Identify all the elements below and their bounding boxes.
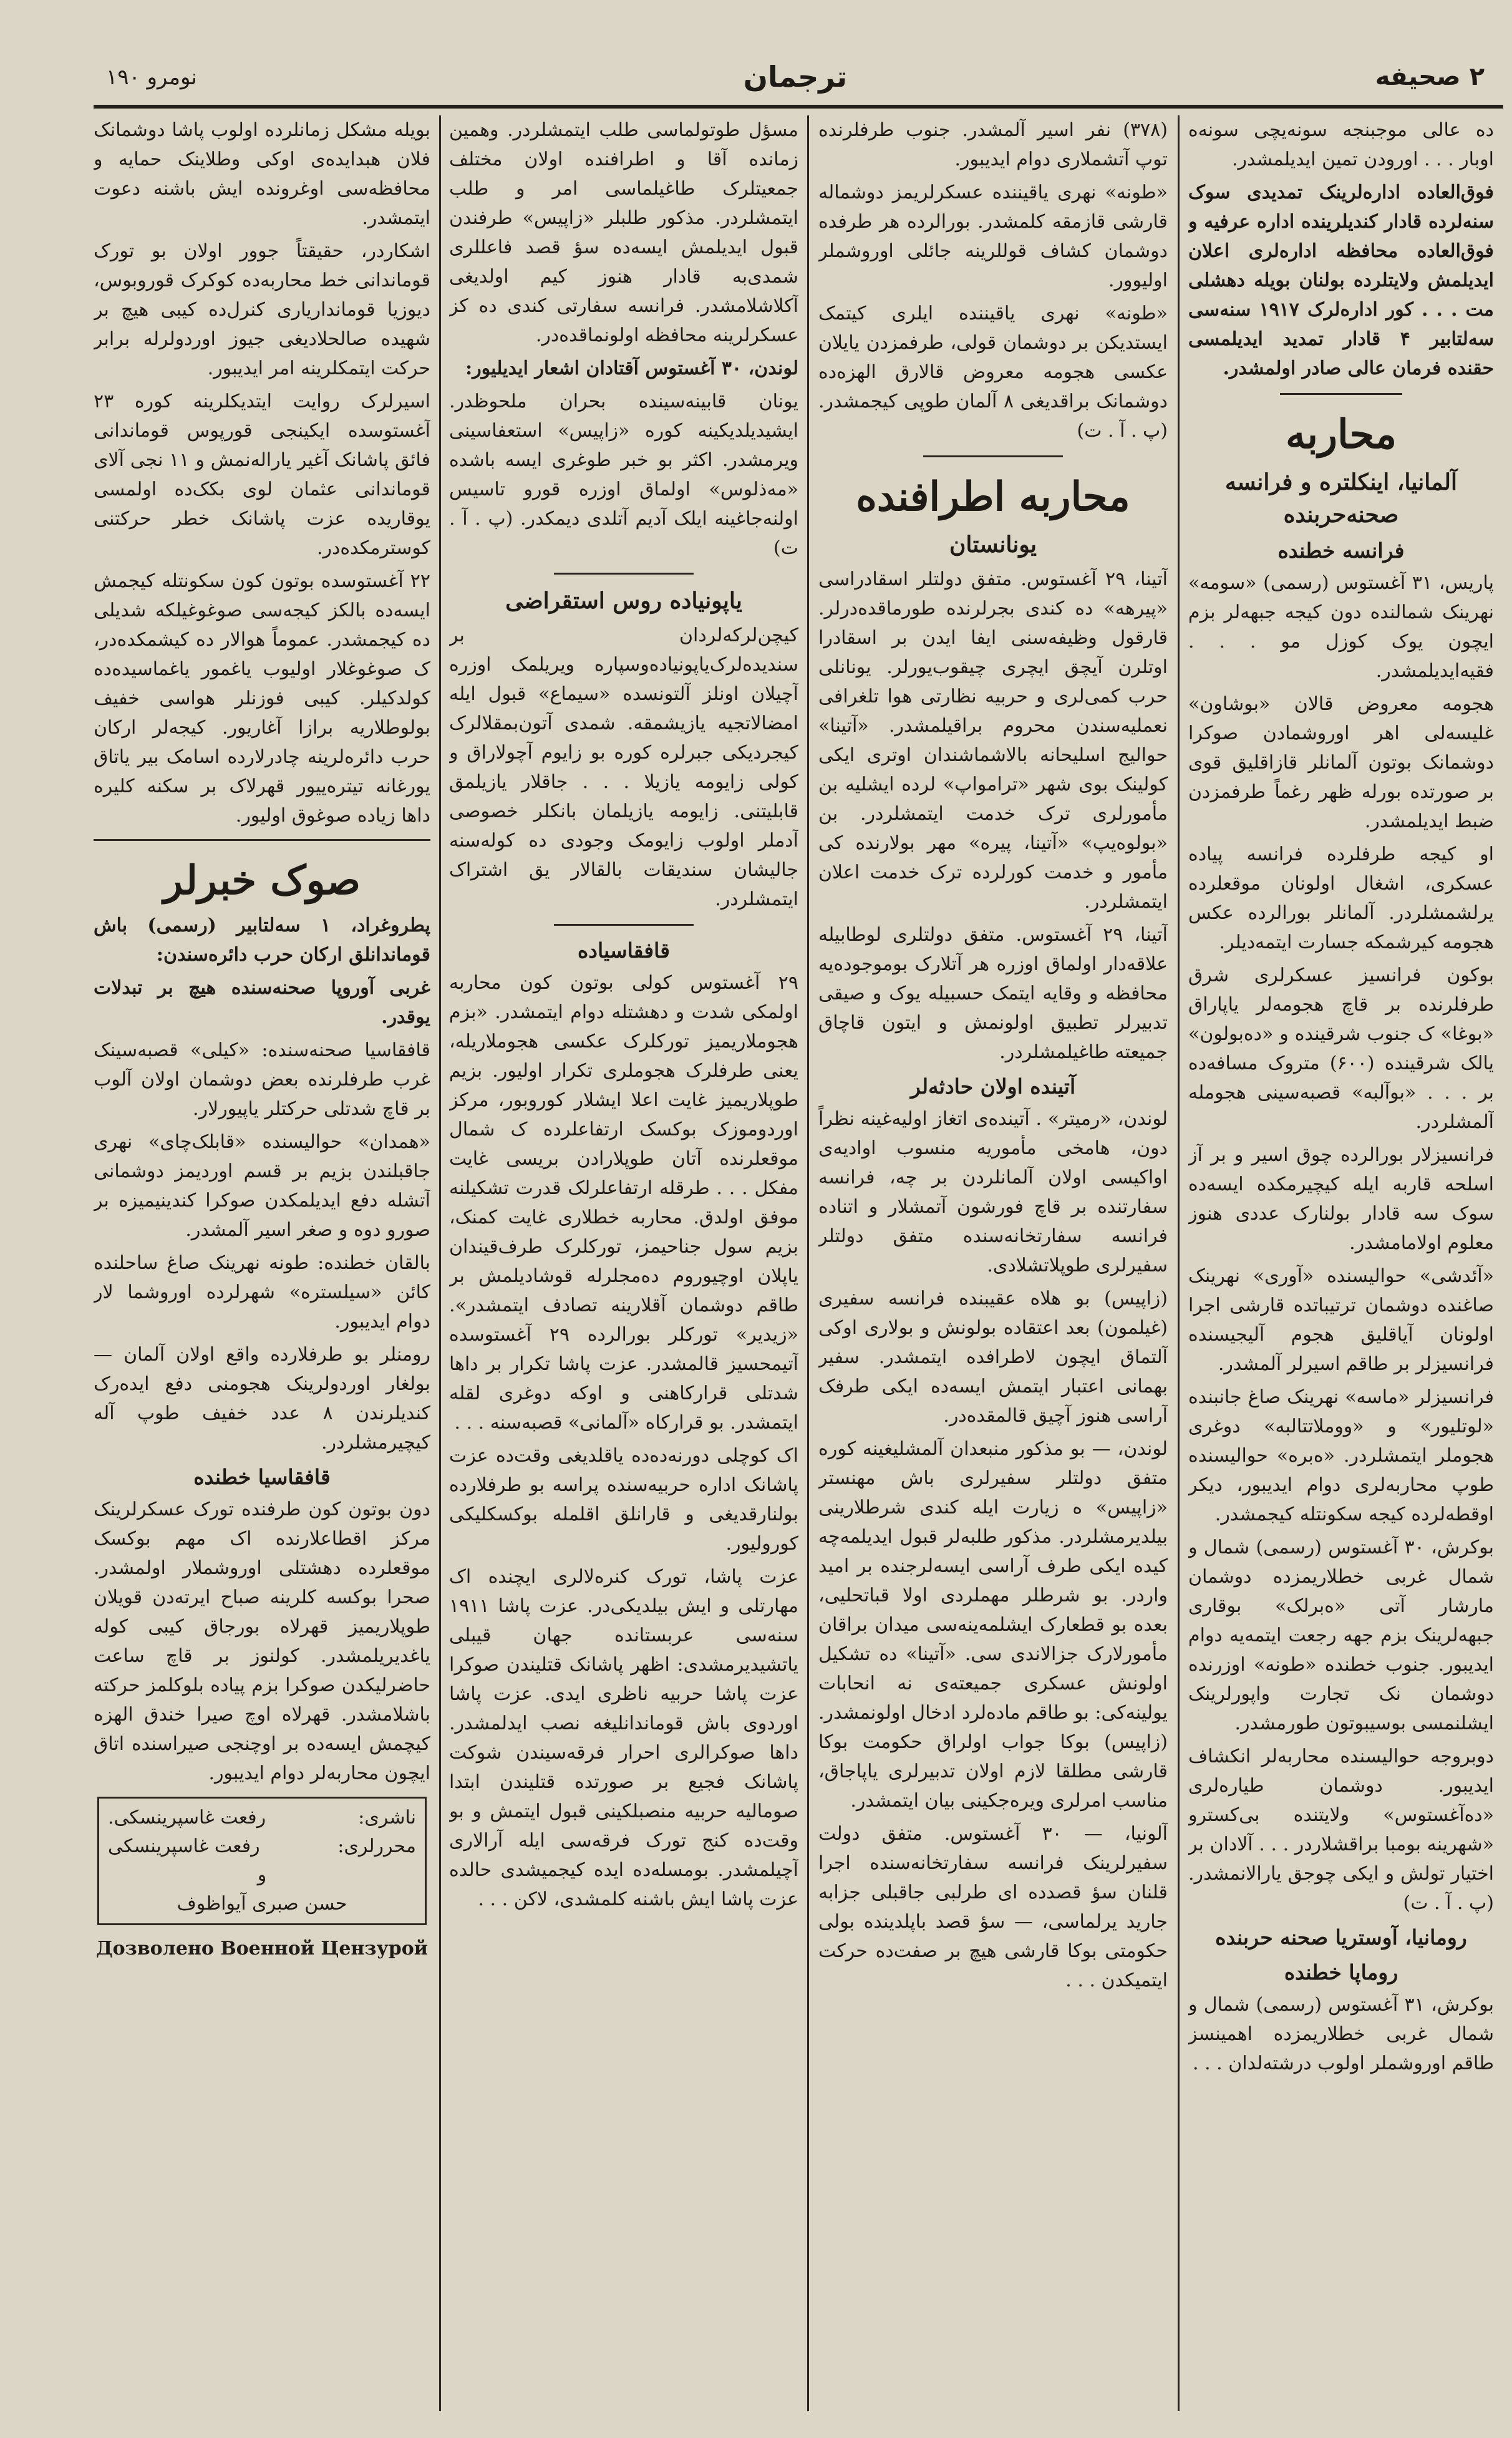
war-subtitle: آلمانیا، اینکلتره و فرانسه صحنه‌حربنده — [1225, 469, 1457, 528]
page-header — [94, 56, 1497, 106]
column-1 — [1188, 115, 1494, 2411]
caucasus-title: قافقاسیاده — [577, 938, 670, 963]
page-number: ۲ صحیفه — [1375, 62, 1485, 91]
article-paragraph: لوندن، «رمیتر» . آتینده‌ی اتغاز اولیه‌غینه نظراً دون، هامخی مأموریه منسوب اوادیه‌ی اواکیسی اولان آلمانلردن بر چه، فرانسه سفارتنده بر قاچ فورشون آتمشلار و اتناده فرانسه سفارتخانه‌سنده متفق دولتلر سفیرلری طوپلاتشلادی. — [818, 1108, 1168, 1276]
article-paragraph: اک کوچلی دورنه‌ده‌ده یاقلدیغی وقت‌ده عزت پاشانک اداره حربیه‌سنده پراسه بو طرفلارده بولنارقدیغی و قارانلق اقلمله بوکسکلیکی کورولیور. — [449, 1445, 798, 1555]
article-paragraph: بوکون فرانسیز عسکرلری شرق طرفلرنده بر قاچ هجومه‌لر یاپاراق «بوغا» ک جنوب شرقینده و «ده‌بولون» یالک شرقینده (۶۰۰) متروک مسافه‌ده بر . . . «بوآلبه» قصبه‌سینی هجومله آلمشلردر. — [1188, 964, 1494, 1133]
article-paragraph: او کیجه طرفلرده فرانسه پیاده عسکری، اشغال اولونان موقعلرده یرلشمشلردر. آلمانلر بورالرده عکس هجومه کیرشمکه جسارت ایتمه‌دیلر. — [1188, 843, 1494, 953]
article-paragraph: «طونه» نهری یاقیننده عسکرلریمز دوشماله قارشی قازمقه کلمشدر. بورالرده هر طرفده دوشمان کشاف قوللرینه جائلی اوروشملر اولیوور. — [818, 182, 1168, 291]
russia-loan-text: کیچن‌لرکه‌لردان بر سندیده‌لرک‌یاپونیاده‌وسپاره ویریلمک اوزره آچیلان اونلز آلتونسده «سیماع» قبول ایله امضالاتجیه یازیشمقه. شمدی آتون‌بمقلالرک کیجردیکی جبرلره کوره بو زایوم آچولاراق و کولی زایومه یازیلا . . . جاقلار یازیلمق قابلیتنی. زایومه یازیلمان بانکلر خصوصی آدملر اولوب زایومک وجودی ده کوله‌سنه جالیشان سندیقات بالقالار یق اشتراک ایتمشلردر. — [449, 624, 798, 910]
article-paragraph: پاریس، ۳۱ آغستوس (رسمی) «سومه» نهرینک شمالنده دون کیجه جبهه‌لر بزم ایچون یوک کوزل مو . . . فقیه‌ایدیلمشدر. — [1188, 572, 1494, 682]
publisher-label: ناشری: — [358, 1807, 416, 1828]
caucasus-line-title: قافقاسیا خطنده — [193, 1465, 331, 1489]
london-dateline: لوندن، ۳۰ آغستوس آقتادان اشعار ایدیلیور: — [465, 357, 798, 379]
issue-number: نومرو ۱۹۰ — [106, 65, 198, 90]
petrograd-text: غربی آوروپا صحنه‌سنده هیچ بر تبدلات یوقدر. — [94, 977, 430, 1028]
article-paragraph: لوندن، — بو مذکور منبعدان آلمشلیغینه کوره متفق دولتلر سفیرلری باش مهنستر «زاپیس» ه زیارت ایله کندی شرطلارینی بیلدیرمشلردر. مذکور طلبه‌لر قبول ایدیلمه‌چه کیده ایکی طرف آراسی ایسه‌لرجنده بر امید واردر. بو شرطلر مهملردی اولا قباتحلیی، بعده بو قطعارک ایشلمه‌ینه‌سی میدان براقان مأمورلارک جزالاندی سی. «آتینا» ده تشکیل اولونش عسکری جمیعته‌ی نه انحابات یولینه‌کی: بو طاقم ماده‌لرد ادخال اولونمشدر. (زاپیس) بوکا جواب اولراق حکومت بوکا قارشی مطلقا لازم اولان تدبیرلری یاپاجاق، مناسب امرلری ویره‌جکینی بیان ایتمشدر. — [818, 1438, 1168, 1812]
article-paragraph: «طونه» نهری یاقیننده ایلری کیتمک ایستدیکن بر دوشمان قولی، طرفمزدن یایلان عکسی هجومه معروض قالارق الهزه‌ده دوشمانک براقدیغی ۸ آلمان طوپی کیجمشدر. (پ . آ . ت) — [818, 303, 1168, 442]
article-paragraph: (زاپیس) بو هلاه عقیبنده فرانسه سفیری (غیلمون) بعد اعتقاده بولونش و بولاری اوکی آلتماق ایچون لاطرافده ایتمشدر. سفیر بهمانی اعتبار ایتمش ایسه‌ده ایکی طرفک آراسی هنوز آچیق قالمقده‌در. — [818, 1288, 1168, 1427]
masthead-title: ترجمان — [743, 60, 848, 94]
athens-events-title: آتینده اولان حادثه‌لر — [910, 1074, 1076, 1099]
column-4 — [94, 115, 430, 2411]
latest-news-title: صوک خبرلر — [163, 857, 361, 904]
editors-label: محررلری: — [337, 1835, 416, 1857]
france-front-label: فرانسه خطنده — [1277, 538, 1405, 563]
editor-name: حسن صبری آیواظوف — [177, 1893, 347, 1915]
article-paragraph: «آئدشی» حوالیسنده «آوری» نهرینک صاغنده دوشمان ترتیباتده قارشی اجرا اولونان آیاقلیق هجوم آلیجیسنده فرانسیزلر بر طاقم اسیرلر آلمشدر. — [1188, 1265, 1494, 1375]
article-paragraph: هجومه معروض قالان «بوشاون» غلیسه‌لی اهر اوروشمادن صوکرا دوشمانک بوتون آلمانلر قازاقلیق قوی بر صورتده بورله ظهر رغماً طرفمزدن ضبط ایدیلمشدر. — [1188, 693, 1494, 832]
caucasus-line-text: دون بوتون کون طرفنده تورک عسکرلرینک مرکز اقطاعلارنده اک مهم بوکسک موقعلرده دهشتلی اوروشملار اولمشدر. صحرا بوکسه کلرینه صباح ایرته‌دن قویلان طوپلاریمیز قهرلاه بورجاق کیبی کوله یاغدیریلمشدر. کولنوز بر قاچ ساعت حاضرلیکدن صوکرا بزم پیاده بلوکلمز حرکته باشلامشدر. قهرلاه اوچ صیرا خندق الهزه کیچمش ایسه‌ده بر اوچنجی صیراسنده اتاق ایچون محاربه‌لر دوام ایدیبور. — [94, 1498, 430, 1784]
column-divider — [1178, 115, 1180, 2411]
column-divider — [807, 115, 809, 2411]
romania-text: بوکرش، ۳۱ آغستوس (رسمی) شمال و شمال غربی خطلاریمزده اهمینسز طاقم اوروشملر اولوب درشته‌لدان . . . — [1188, 1994, 1494, 2074]
romania-subtitle: روماپا خطنده — [1284, 1960, 1398, 1984]
column-divider — [439, 115, 441, 2411]
article-paragraph: فرانسیزلر «ماسه» نهرینک صاغ جانبنده «لوتلیور» و «ووملاتتالبه» دوغری هجوملر ایتمشلردر. «ه‌بره» حوالیسنده طوپ محاربه‌لری دوام ایدیبور، دیکر اوقطه‌لرده کیجه سکونتله کیجمشدر. — [1188, 1386, 1494, 1525]
censor-line: Дозволено Военной Цензурой — [95, 1938, 429, 1960]
article-paragraph: بویله مشکل زمانلرده اولوب پاشا دوشمانک فلان هبدایده‌ی اوکی وطلاینک حمایه و محافظه‌سی اوغرونده ایش باشنه دعوت ایتمشدر. — [94, 119, 430, 229]
article-paragraph: آتینا، ۲۹ آغستوس. متفق دولتلری لوطابیله علاقه‌دار اولماق اوزره هر آتلارک بوموجوده‌یه محافظه و وقایه ایتمک حسبیله یوک و صیقی تدبیرلر تطبیق اولونمش و ایتون قاچاق جمیعته طاغیلمشلردر. — [818, 924, 1168, 1063]
romania-text: رومنلر بو طرفلارده واقع اولان آلمان — بولغار اوردولرینک هجومنی دفع ایده‌رک کندیلرندن ۸ عدد خفیف طوپ آله کیچیرمشلردر. — [94, 1344, 430, 1454]
article-paragraph: (۳۷۸) نفر اسیر آلمشدر. جنوب طرفلرنده توپ آتشملاری دوام ایدیبور. — [818, 119, 1168, 170]
article-paragraph: ۲۲ آغستوسده بوتون کون سکونتله کیجمش ایسه‌ده بالکز کیجه‌سی صوغوغیلکه شدیلی ده کیجمشدر. عموماً هوالار ده کیشمکده‌در، ک صوغوغلار اولیوب یاغمور یاغماسیده‌ده کولدکیلر. کیبی فوزنلر هواسی خفیف بولوطلاریه برازا آغاریور. کیجه‌لر ارکان حرب دائره‌لرینه چادرلارده اسامک بیر یاتاق یورغانه تیتره‌ییور قهرلاک بر سکنه کلیره داها زیاده صوغوق اولیور. — [94, 570, 430, 827]
editor-name: رفعت غاسپرینسکی — [108, 1835, 260, 1857]
article-paragraph: مسؤل طوتولماسی طلب ایتمشلردر. وهمین زمانده آقا و اطرافنده اولان مختلف جمعیتلرک طاغیلماسی امر و طلب ایتمشلردر. مذکور طلبلر «زاپیس» طرفندن قبول ایدیلمش ایسه‌ده سؤ قصد فاعللری شمدی‌به قادار هنوز کیم اولدیغی آکلاشلامشدر. فرانسه سفارتی کندی ده کز عسکرلرینه محافظه اولونماقده‌در. — [449, 119, 798, 346]
notice-text: فوق‌العاده اداره‌لرینک تمدیدی سوک سنه‌لرده قادار کندیلرینده اداره عرفیه و فوق‌العاده محافظه اداره‌لری اعلان ایدیلمش ولایتلرده بولنان بویله دهشلی مت‌ . . . کور اداره‌لرک ۱۹۱۷ سنه‌سی سه‌لتابیر ۴ قادار تمدید ایدیلمسی حقنده فرمان عالی صادر اولمشدر. — [1188, 182, 1494, 379]
russia-loan-title: یاپونیاده روس استقراضی — [505, 588, 742, 614]
publisher-box — [97, 1797, 427, 1925]
romania-title: رومانیا، آوستریا صحنه حربنده — [1215, 1925, 1467, 1950]
london-text: یونان قابینه‌سینده بحران ملحوظدر. ایشیدیلدیکینه کوره «زاپیس» استعفاسینی ویرمشدر. اکثر بو خبر طوغری ایسه باشده «مه‌ذلوس» اولماق اوزره قورو تاسیس اولنه‌جاغینه ایلک آدیم آتلدی دیمکدر. (پ . آ . ت) — [449, 391, 798, 559]
bucharest-report: بوکرش، ۳۰ آغستوس (رسمی) شمال و شمال غربی خطلاریمزده دوشمان مارشار آتی «ه‌برلک» بوقاری جبهه‌لرینک بزم جهه رجعت ایتمه‌یه دوام ایدیبور. جنوب خطنده «طونه» اوزرنده دوشمان نک تجارت واپورلرینک ایشلنمسی بوسیبوتون طورمشدر. — [1188, 1537, 1494, 1734]
column-2 — [818, 115, 1168, 2411]
article-paragraph: اسیرلرک روایت ایتدیکلرینه کوره ۲۳ آغستوسده ایکینجی قورپوس قوماندانی فائق پاشانک آغیر یاراله‌نمش و ۱۱ نجی آلای قوماندانی عثمان لوی بکک‌ده اولمسی یوقاریده عزت پاشانک خطر حرکتنی کوسترمکده‌در. — [94, 391, 430, 559]
lead-text: ده عالی موجبنجه سونه‌یچی سونه‌ه اوبار . . . اورودن تمین ایدیلمشدر. — [1188, 119, 1494, 170]
greece-subtitle: یونانستان — [949, 532, 1037, 558]
petrograd-dateline: پطروغراد، ۱ سه‌لتابیر (رسمی) باش قوماندانلق ارکان حرب دائره‌سندن: — [94, 915, 430, 966]
section-title-war: محاربه — [1285, 411, 1397, 458]
article-paragraph: فرانسیزلار بورالرده چوق اسیر و بر آز اسلحه قاربه ایله کیچیرمکده ایسه‌ده سوک سه قادار بولنارک عددی هنوز معلوم اولامامشدر. — [1188, 1144, 1494, 1254]
column-3 — [449, 115, 798, 2411]
article-paragraph: اشکاردر، حقیقتاً جوور اولان بو تورک قوماندانی خط محاربه‌ده کوکرک قوروبوس، دیوزیا قومانداریاری کنرل‌ده کیبی هیچ بر شهیده صالحلادیغی جیوز اوردولرله برابر حرکت ایتمکلرینه امر ایدیبور. — [94, 240, 430, 379]
dobruja-report: دوبروجه حوالیسنده محاربه‌لر انکشاف ایدیبور. دوشمان طیاره‌لری «ده‌آغستوس» ولایتنده بی‌کسترو «شهرینه بومبا براقشلاردر . . . آلادان بر اختیار تولش و ایکی چوجق یارالانمشدر. (پ . آ . ت) — [1188, 1746, 1494, 1914]
article-paragraph: آتینا، ۲۹ آغستوس. متفق دولتلر اسقادراسی «پیرهه» ده کندی بجرلرنده طورماقده‌درلر. قارقول وظیفه‌سنی ایفا ایدن بر اسقادرا اوتلرن آیچق ایچری چیقوب‌یورلر. یونانلی حرب کمی‌لری و حربیه نظارتی هوا تلغرافی نعملیه‌سندن محروم براقیلمشدر. «آتینا» حوالیج اسلیحانه بالاشماشندان اوتری ایکی کولینک بوی شهر «ترامواپ» لرده ایشلیه بن مأمورلری ترک خدمت ایتمشلردر. بن «بولوه‌یپ» «آتینا، پیره» مهر بولارنده کی مأمور و خدمت کورلرده ترک خدمت اعلان ایتمشلردر. — [818, 568, 1168, 913]
hamadan-text: «همدان» حوالیسنده «قابلک‌چای» نهری جاقبلندن بزیم بر قسم اوردیمز دوشمانی آتشله دفع ایدیلمکدن صوکرا کندینیمیزه بر صورو دوه و صغر اسیر آلمشدر. — [94, 1131, 430, 1241]
article-paragraph: آلونیا، — ۳۰ آغستوس. متفق دولت سفیرلرینک فرانسه سفارتخانه‌سنده اجرا قلنان سؤ قصدده ای طرلبی جاقبلی جزابه جارید یرلماسی، — سؤ قصد باپلدینده بولی حکومتی بوکا قارشی هیچ بر صفت‌ده حرکت ایتمیکدن . . . — [818, 1823, 1168, 1991]
article-paragraph: عزت پاشا، تورک کنره‌لالری ایچنده اک مهارتلی و ایش بیلدیکی‌در. عزت پاشا ۱۹۱۱ سنه‌سی عربستانده جهان قیبلی یاتشیدیرمشدی: اظهر پاشانک قتلیندن صوکرا عزت پاشا حربیه ناظری ایدی. عزت پاشا اوردوی باش قوماندانلیغه نصب ایدلمشدر. داها صوکرالری احرار فرقه‌سیندن شوکت پاشانک فجیع بر صورتده قتلیندن ابتدا صومالیه حربیه منصبلکینی قبول ایتمش و بو وقت‌ده کنج تورک فرقه‌سی ایله آرالاری آچیلمشدر. بومسله‌ده ایده کیجمیشدی حالده عزت پاشا ایش باشنه کلمشدی، لاکن . . . — [449, 1566, 798, 1910]
publisher-name: رفعت غاسپرینسکی. — [108, 1807, 266, 1828]
and-word: و — [257, 1864, 267, 1886]
article-paragraph: ۲۹ آغستوس کولی بوتون کون محاربه اولمکی شدت و دهشتله دوام ایتمشدر. «بزم هجوملاریمیز تورکلرک عکسی هجوملاریله، یعنی طرفلرک هجوملری تکرار اولیور. بزیم طوپلاریمیز غایت اعلا ایشلار کوروبور، مرکز اوردوموزک بوکسک ارتفاعلرده ک شمال موقعلرنده آتان طوپلارادن بریسی غایت مفکل . . . طرقله ارتفاعلرلک قدرت تشکیلنه موفق اولدق. محاربه خطلاری غایت کمنک، بزیم سول جناحیمز، تورکلرک طرف‌قیندان یاپلان اوچیوروم ده‌مجلرله قوشادیلمش بر طاقم دوشمان آقلارینه تصادف ایتمشدر». «زیدیر» تورکلر بورالرده ۲۹ آغستوسده آتیمحسیز قالمشدر. عزت پاشا تکرار بر داها شدتلی قرارکاهنی و اوکه دوغری لقله ایتمشدر. بو قرارکاه «آلمانی» قصبه‌سنه . . . — [449, 972, 798, 1434]
header-rule — [94, 105, 1503, 109]
balkan-text: بالقان خطنده: طونه نهرینک صاغ ساحلنده کائن «سیلستره» شهرلرده اوروشما لار دوام ایدیبور. — [94, 1252, 430, 1333]
caucasus-front-text: قافقاسیا صحنه‌سنده: «کیلی» قصبه‌سینک غرب طرفلرنده بعض دوشمان اولان آلوب بر قاچ شدتلی حرکتلر یاپیورلار. — [94, 1039, 430, 1120]
section-title-around-war: محاربه اطرافنده — [856, 474, 1130, 520]
